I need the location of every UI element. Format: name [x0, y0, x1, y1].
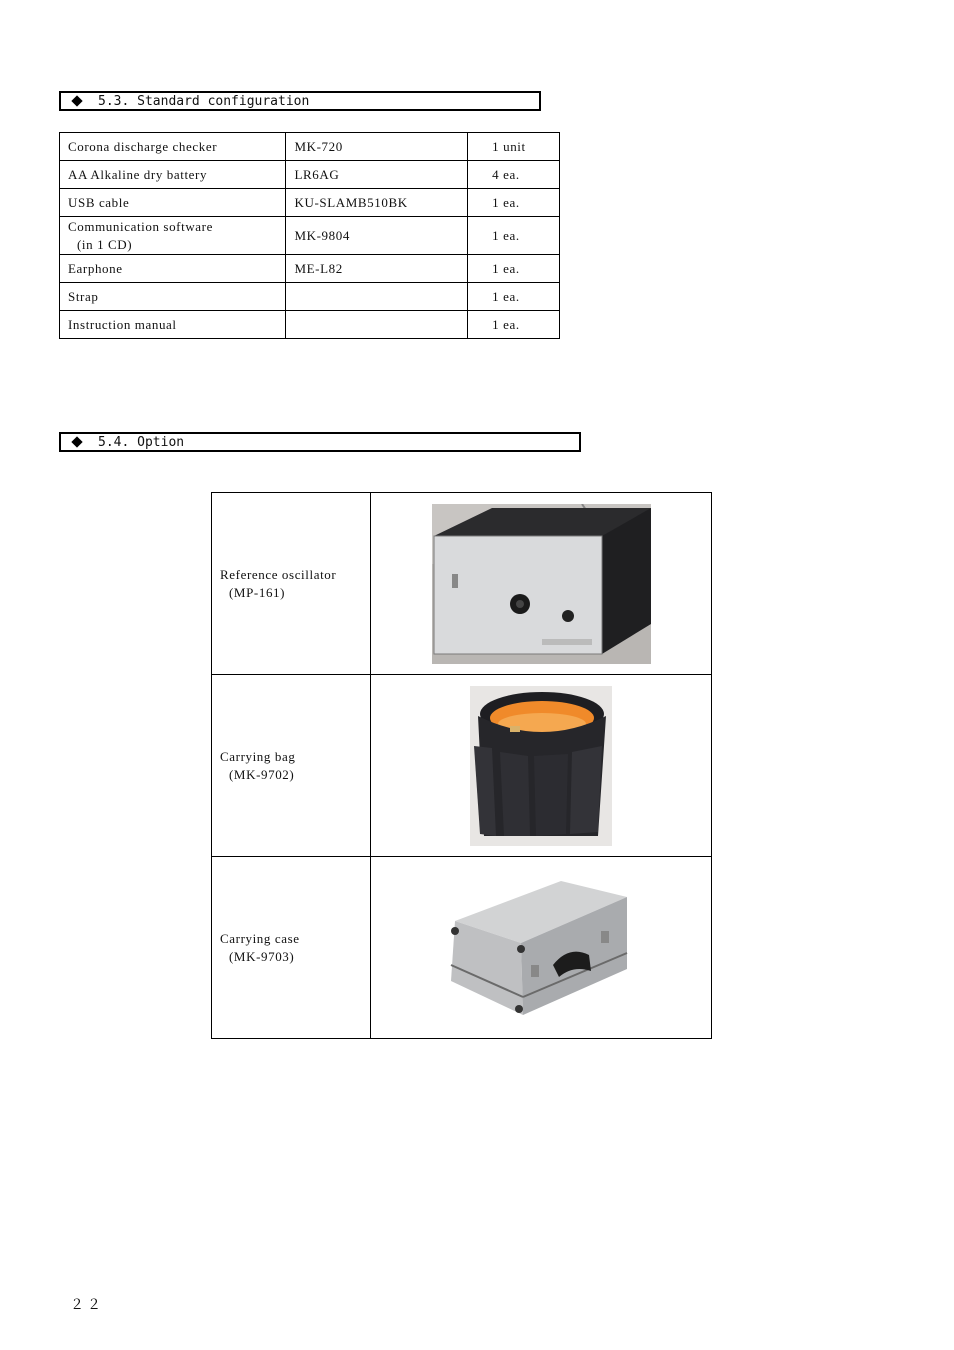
table-row — [60, 217, 560, 255]
item-cell: Earphone — [60, 255, 286, 283]
item-cell: USB cable — [60, 189, 286, 217]
item-cell: Corona discharge checker — [60, 133, 286, 161]
item-cell — [60, 217, 286, 255]
table-row — [60, 133, 560, 161]
qty-cell: 1 ea. — [468, 255, 560, 283]
standard-configuration-table — [59, 132, 560, 339]
qty-cell: 1 ea. — [468, 217, 560, 255]
table-row — [60, 283, 560, 311]
section-header-option — [59, 432, 581, 452]
option-name: Carrying case — [220, 930, 300, 946]
option-photo-cell — [371, 675, 712, 857]
model-cell: MK-720 — [286, 133, 468, 161]
item-cell: AA Alkaline dry battery — [60, 161, 286, 189]
model-cell: MK-9804 — [286, 217, 468, 255]
table-row — [60, 161, 560, 189]
diamond-bullet-icon — [71, 95, 82, 106]
bag-photo-icon — [470, 686, 612, 846]
table-row — [60, 189, 560, 217]
qty-cell: 1 unit — [468, 133, 560, 161]
model-cell: KU-SLAMB510BK — [286, 189, 468, 217]
table-row — [212, 675, 712, 857]
item-cell: Instruction manual — [60, 311, 286, 339]
section-header-standard-configuration — [59, 91, 541, 111]
option-name: Reference oscillator — [220, 566, 337, 582]
case-photo-icon — [441, 873, 641, 1023]
option-label-cell — [212, 493, 371, 675]
option-label-cell — [212, 857, 371, 1039]
item-cell: Strap — [60, 283, 286, 311]
option-photo-cell — [371, 857, 712, 1039]
table-row — [212, 857, 712, 1039]
diamond-bullet-icon — [71, 436, 82, 447]
model-cell — [286, 311, 468, 339]
page-number: ２２ — [70, 1297, 104, 1313]
qty-cell: 1 ea. — [468, 283, 560, 311]
option-label-cell — [212, 675, 371, 857]
qty-cell: 1 ea. — [468, 189, 560, 217]
table-row — [60, 255, 560, 283]
model-cell: LR6AG — [286, 161, 468, 189]
item-text: Communication software — [68, 218, 213, 234]
item-subtext: (in 1 CD) — [77, 236, 133, 252]
section-title: 5.3. Standard configuration — [98, 93, 310, 109]
option-table — [211, 492, 712, 1039]
option-photo-cell — [371, 493, 712, 675]
model-cell — [286, 283, 468, 311]
table-row — [60, 311, 560, 339]
section-title: 5.4. Option — [98, 434, 185, 450]
option-model: (MK-9702) — [229, 766, 295, 782]
option-model: (MP-161) — [229, 584, 286, 600]
qty-cell: 1 ea. — [468, 311, 560, 339]
option-model: (MK-9703) — [229, 948, 295, 964]
qty-cell: 4 ea. — [468, 161, 560, 189]
oscillator-photo-icon — [432, 504, 651, 664]
option-name: Carrying bag — [220, 748, 296, 764]
table-row — [212, 493, 712, 675]
model-cell: ME-L82 — [286, 255, 468, 283]
